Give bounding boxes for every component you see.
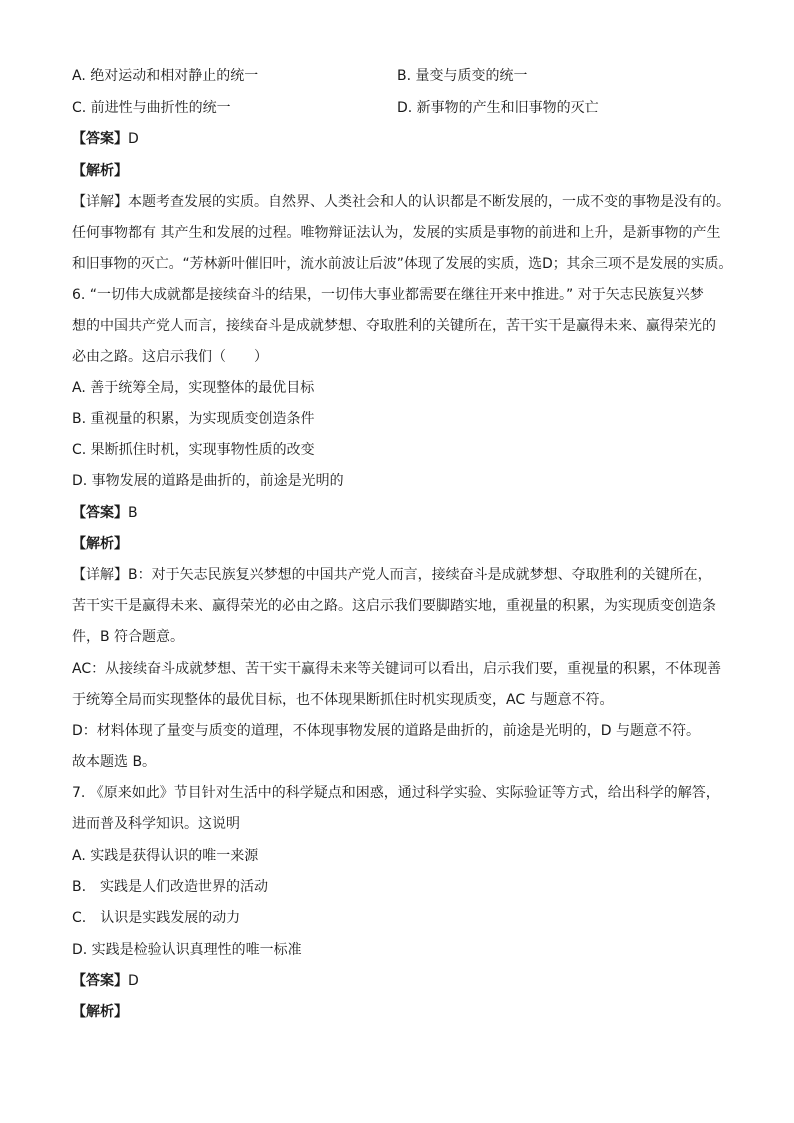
q6-stem-line: 6. “一切伟大成就都是接续奋斗的结果，一切伟大事业都需要在继往开来中推进。” 对于矢志民族复兴梦 (72, 287, 704, 303)
q6-detail-line: D：材料体现了量变与质变的道理，不体现事物发展的道路是曲折的，前途是光明的，D 与题意不符。 (72, 723, 701, 739)
q6-option-c: C. 果断抓住时机，实现事物性质的改变 (72, 442, 315, 458)
q7-answer (72, 971, 732, 991)
answer-label: 【答案】 (72, 505, 128, 521)
q6-detail-line: 件，B 符合题意。 (72, 629, 185, 645)
q7-stem-line: 7. 《原来如此》节目针对生活中的科学疑点和困惑，通过科学实验、实际验证等方式，给出科学的解答， (72, 785, 720, 801)
answer-label: 【答案】 (72, 973, 128, 989)
q5-option-c: C. 前进性与曲折性的统一 (72, 100, 231, 116)
q6-detail-line: 于统筹全局而实现整体的最优目标，也不体现果断抓住时机实现质变，AC 与题意不符。 (72, 692, 614, 708)
answer-value: D (128, 973, 139, 989)
q7-option-b: B. 实践是人们改造世界的活动 (72, 879, 269, 895)
q5-detail-line: 和旧事物的灭亡。“芳林新叶催旧叶，流水前波让后波”体现了发展的实质，选D；其余三项不是发展的实质。 (72, 256, 733, 272)
answer-label: 【答案】 (72, 131, 128, 147)
answer-value: D (128, 131, 139, 147)
q5-option-d: D. 新事物的产生和旧事物的灭亡 (397, 100, 599, 116)
q7-option-c: C. 认识是实践发展的动力 (72, 910, 241, 926)
q7-stem-line: 进而普及科学知识。这说明 (72, 816, 240, 832)
q6-detail-line: 故本题选 B。 (72, 754, 157, 770)
q5-option-a: A. 绝对运动和相对静止的统一 (72, 68, 259, 84)
q5-option-b: B. 量变与质变的统一 (397, 68, 528, 84)
q5-analysis-label: 【解析】 (72, 163, 128, 179)
q6-stem-line: 想的中国共产党人而言，接续奋斗是成就梦想、夺取胜利的关键所在，苦干实干是赢得未来、赢得荣光的 (72, 318, 716, 334)
q5-detail-line: 任何事物都有 其产生和发展的过程。唯物辩证法认为，发展的实质是事物的前进和上升，是新事物的产生 (72, 225, 721, 241)
q6-detail-line: 苦干实干是赢得未来、赢得荣光的必由之路。这启示我们要脚踏实地，重视量的积累，为实现质变创造条 (72, 598, 716, 614)
q6-option-b: B. 重视量的积累，为实现质变创造条件 (72, 411, 315, 427)
q6-analysis-label: 【解析】 (72, 536, 128, 552)
q6-option-d: D. 事物发展的道路是曲折的，前途是光明的 (72, 473, 344, 489)
q6-stem-line: 必由之路。这启示我们（ ） (72, 349, 268, 365)
q7-option-d: D. 实践是检验认识真理性的唯一标准 (72, 942, 302, 958)
q6-answer (72, 503, 732, 523)
q5-detail-line: 【详解】本题考查发展的实质。自然界、人类社会和人的认识都是不断发展的，一成不变的事物是没有的。 (72, 194, 730, 210)
q6-option-a: A. 善于统筹全局，实现整体的最优目标 (72, 380, 315, 396)
q6-detail-line: AC：从接续奋斗成就梦想、苦干实干赢得未来等关键词可以看出，启示我们要，重视量的积累，不体现善 (72, 661, 722, 677)
q7-analysis-label: 【解析】 (72, 1004, 128, 1020)
q5-answer (72, 129, 732, 149)
answer-value: B (128, 505, 138, 521)
q6-detail-line: 【详解】B：对于矢志民族复兴梦想的中国共产党人而言，接续奋斗是成就梦想、夺取胜利的关键所在， (72, 567, 712, 583)
q7-option-a: A. 实践是获得认识的唯一来源 (72, 848, 259, 864)
